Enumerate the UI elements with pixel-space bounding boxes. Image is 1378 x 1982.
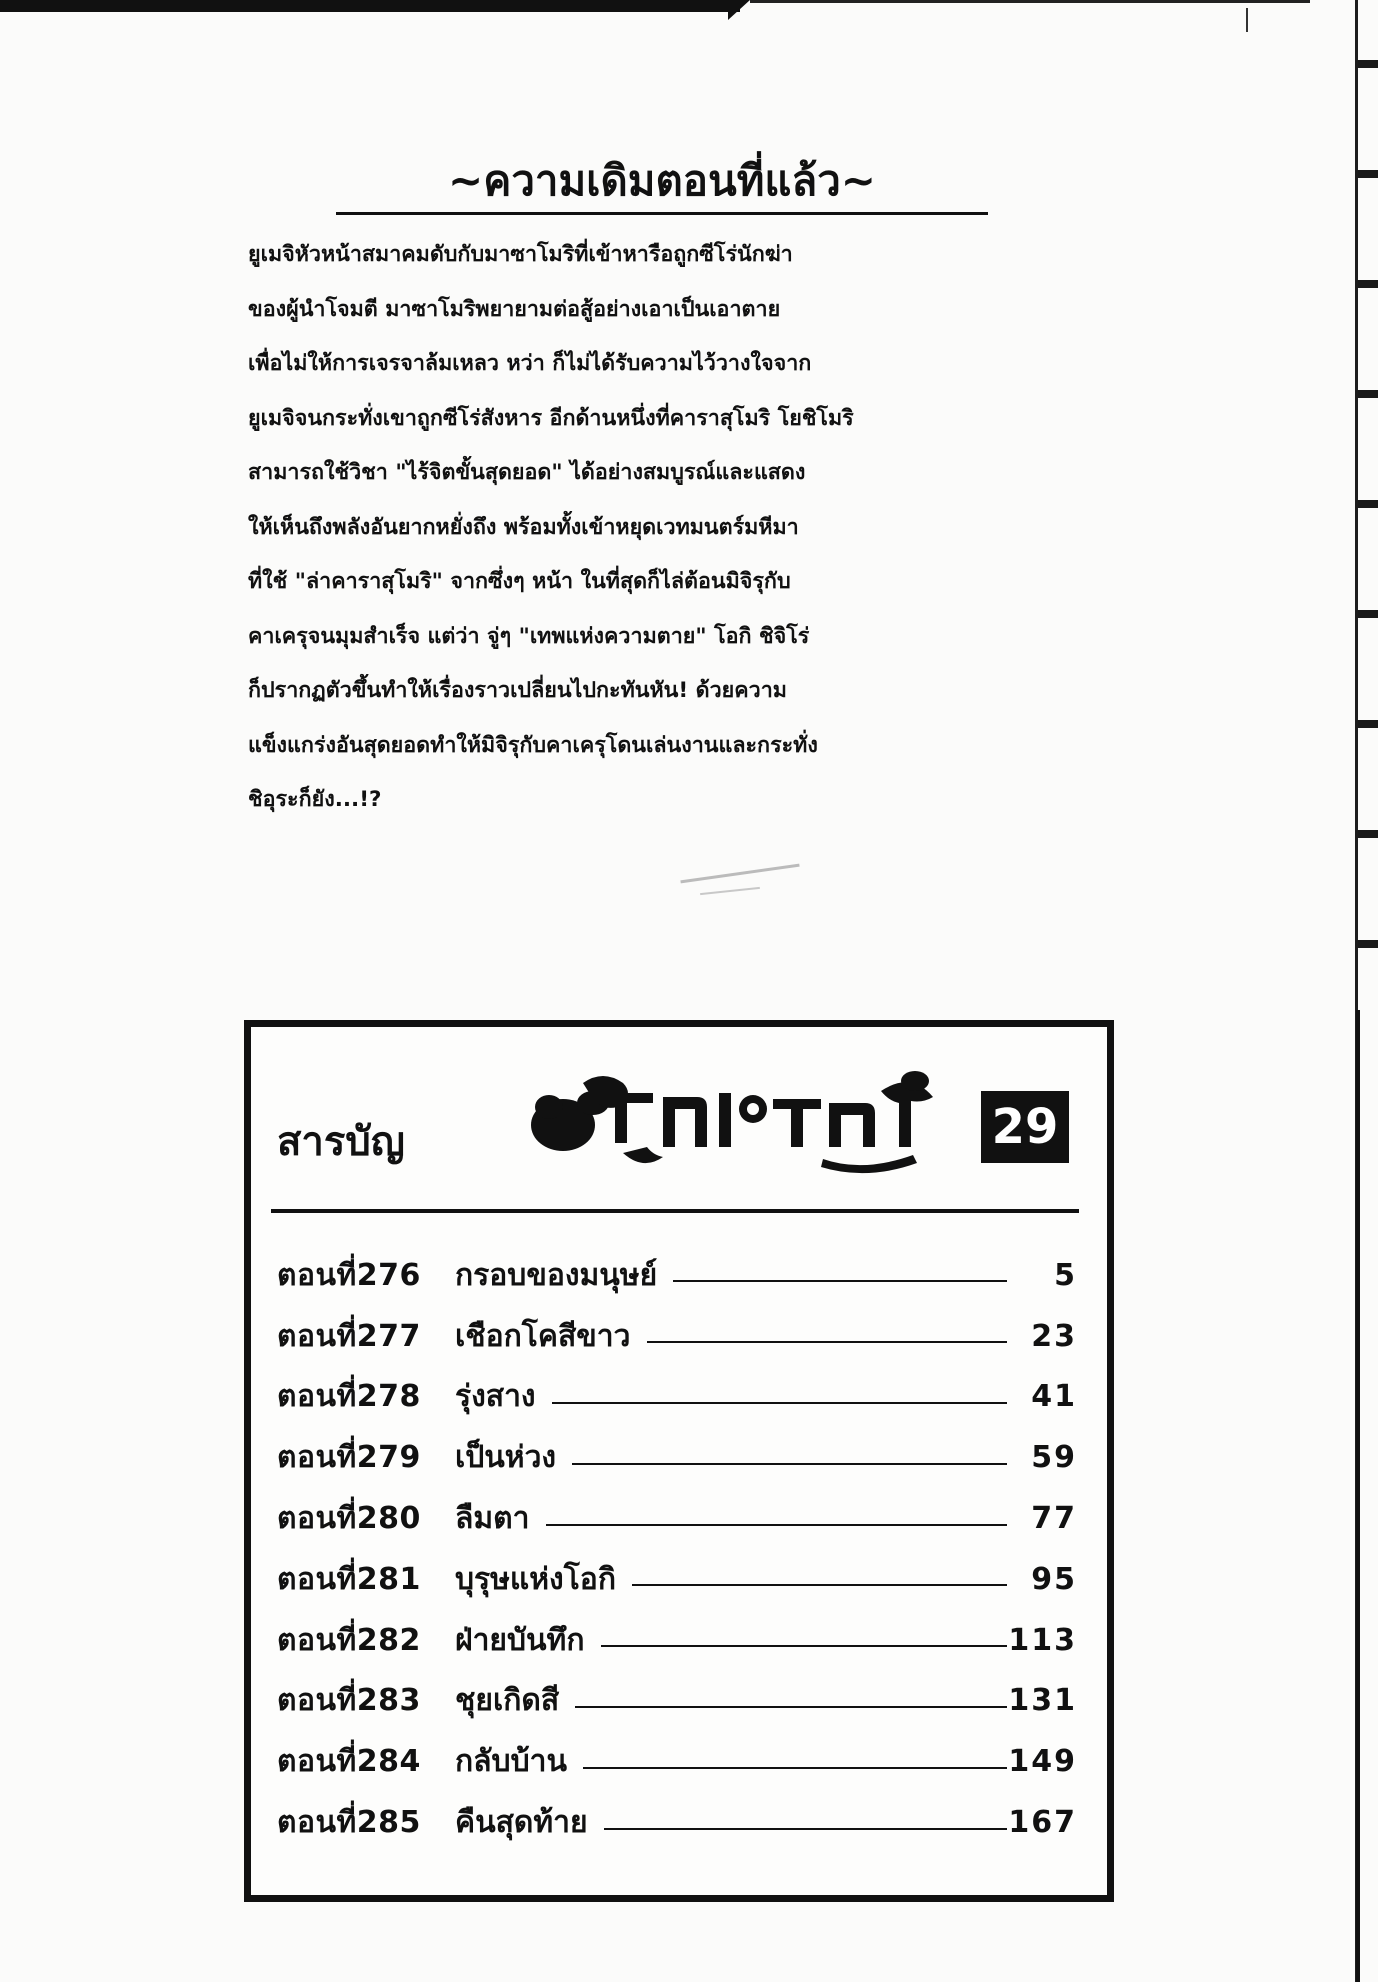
- volume-badge: 29: [981, 1091, 1069, 1163]
- toc-leader-line: [632, 1584, 1007, 1586]
- toc-title: ชุยเกิดสี: [455, 1683, 560, 1719]
- toc-episode: ตอนที่276: [277, 1257, 421, 1293]
- toc-episode: ตอนที่281: [277, 1561, 421, 1597]
- pencil-smudge: [700, 887, 760, 895]
- toc-title: รุ่งสาง: [455, 1379, 536, 1415]
- recap-line: สามารถใช้วิชา "ไร้จิตขั้นสุดยอด" ได้อย่างสมบูรณ์และแสดง: [248, 460, 806, 485]
- recap-title: ~ความเดิมตอนที่แล้ว~: [448, 156, 876, 205]
- toc-entry: [277, 1792, 1077, 1853]
- toc-page-number: 5: [1054, 1257, 1077, 1293]
- toc-leader-line: [604, 1828, 1007, 1830]
- toc-title: ลืมตา: [455, 1501, 530, 1537]
- toc-leader-line: [546, 1524, 1008, 1526]
- toc-leader-line: [572, 1463, 1007, 1465]
- toc-entry: [277, 1610, 1077, 1671]
- recap-line: ยูเมจิจนกระทั่งเขาถูกซีโร่สังหาร อีกด้านหนึ่งที่คาราสุโมริ โยชิโมริ: [248, 405, 854, 431]
- recap-line: เพื่อไม่ให้การเจรจาล้มเหลว หว่า ก็ไม่ได้รับความไว้วางใจจาก: [248, 351, 812, 376]
- toc-episode: ตอนที่280: [277, 1501, 421, 1537]
- recap-line: ก็ปรากฏตัวขึ้นทำให้เรื่องราวเปลี่ยนไปกะทันหัน! ด้วยความ: [248, 678, 787, 703]
- toc-title: กรอบของมนุษย์: [455, 1257, 658, 1293]
- toc-entry: [277, 1549, 1077, 1610]
- toc-page-number: 59: [1031, 1440, 1077, 1476]
- toc-page-number: 149: [1008, 1744, 1077, 1780]
- toc-title: กลับบ้าน: [455, 1744, 567, 1780]
- recap-line: ชิอุระก็ยัง...!?: [248, 787, 382, 812]
- toc-page-number: 167: [1008, 1805, 1077, 1841]
- toc-entry: [277, 1367, 1077, 1428]
- toc-entry: [277, 1427, 1077, 1488]
- scan-top-line: [750, 0, 1310, 3]
- recap-line: ให้เห็นถึงพลังอันยากหยั่งถึง พร้อมทั้งเข้าหยุดเวทมนตร์มหีมา: [248, 514, 799, 540]
- toc-page-number: 113: [1008, 1622, 1077, 1658]
- toc-episode: ตอนที่285: [277, 1805, 421, 1841]
- pencil-smudge: [680, 864, 799, 884]
- toc-page-number: 23: [1031, 1318, 1077, 1354]
- scan-tick-mark: [1246, 8, 1248, 32]
- toc-episode: ตอนที่278: [277, 1379, 421, 1415]
- toc-entry: [277, 1245, 1077, 1306]
- toc-title: บุรุษแห่งโอกิ: [455, 1561, 616, 1597]
- toc-page-number: 77: [1031, 1501, 1077, 1537]
- recap-line: คาเครุจนมุมสำเร็จ แต่ว่า จู่ๆ "เทพแห่งความตาย" โอกิ ชิจิโร่: [248, 623, 810, 649]
- series-logo: [523, 1063, 953, 1183]
- toc-entry: [277, 1306, 1077, 1367]
- scan-top-border: [0, 0, 740, 12]
- toc-page-number: 131: [1008, 1683, 1077, 1719]
- recap-line: ที่ใช้ "ล่าคาราสุโมริ" จากซึ่งๆ หน้า ในที่สุดก็ไล่ต้อนมิจิรุกับ: [248, 569, 791, 594]
- toc-leader-line: [601, 1645, 1008, 1647]
- toc-entry: [277, 1731, 1077, 1792]
- toc-heading: สารบัญ: [277, 1119, 405, 1165]
- toc-title: คืนสุดท้าย: [455, 1805, 588, 1841]
- toc-leader-line: [583, 1767, 1007, 1769]
- toc-page-number: 41: [1031, 1379, 1077, 1415]
- toc-leader-line: [552, 1402, 1007, 1404]
- recap-line: แข็งแกร่งอันสุดยอดทำให้มิจิรุกับคาเครุโดนเล่นงานและกระทั่ง: [248, 732, 818, 758]
- recap-line: ยูเมจิหัวหน้าสมาคมดับกับมาซาโมริที่เข้าหารือถูกซีโร่นักฆ่า: [248, 242, 793, 267]
- toc-leader-line: [647, 1341, 1008, 1343]
- toc-episode: ตอนที่283: [277, 1683, 421, 1719]
- toc-title: ฝ่ายบันทึก: [455, 1622, 585, 1658]
- scan-top-wedge: [728, 0, 750, 20]
- toc-leader-line: [673, 1280, 1007, 1282]
- recap-synopsis: [248, 228, 1128, 828]
- table-of-contents: [244, 1020, 1114, 1902]
- toc-entry: [277, 1488, 1077, 1549]
- toc-episode: ตอนที่279: [277, 1440, 421, 1476]
- recap-title-rule: [336, 212, 988, 215]
- toc-episode: ตอนที่277: [277, 1318, 421, 1354]
- toc-title: เป็นห่วง: [455, 1440, 557, 1476]
- toc-title: เชือกโคสีขาว: [455, 1318, 631, 1354]
- toc-page-number: 95: [1031, 1561, 1077, 1597]
- toc-list: [277, 1245, 1077, 1853]
- toc-episode: ตอนที่284: [277, 1744, 421, 1780]
- toc-leader-line: [575, 1706, 1007, 1708]
- toc-entry: [277, 1671, 1077, 1732]
- toc-episode: ตอนที่282: [277, 1622, 421, 1658]
- scan-right-edge-lower: [1356, 1010, 1378, 1982]
- recap-line: ของผู้นำโจมตี มาซาโมริพยายามต่อสู้อย่างเอาเป็นเอาตาย: [248, 296, 781, 322]
- toc-divider: [271, 1209, 1079, 1213]
